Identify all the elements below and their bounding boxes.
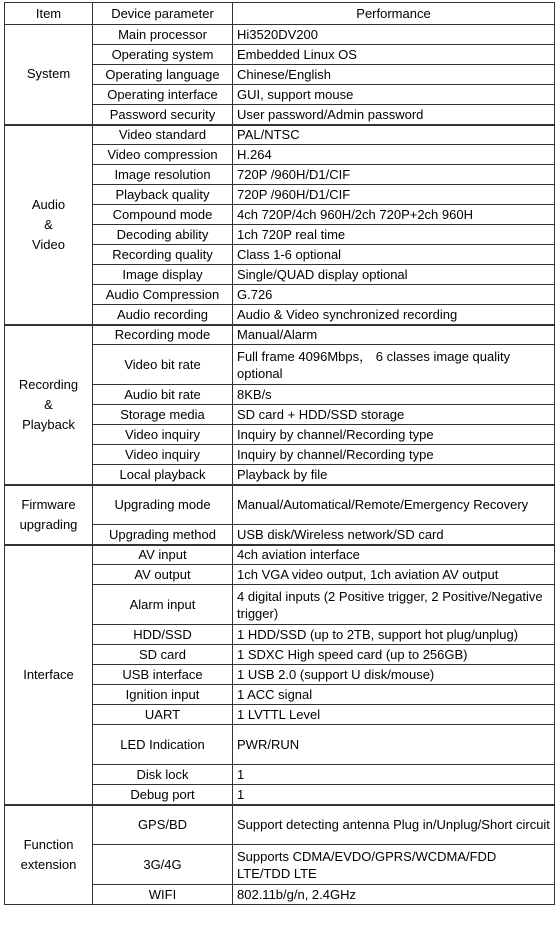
performance-cell: Playback by file — [233, 465, 555, 485]
performance-cell: Audio & Video synchronized recording — [233, 305, 555, 325]
performance-cell: Hi3520DV200 — [233, 25, 555, 45]
table-row — [5, 485, 555, 525]
device-parameter-cell: WIFI — [93, 885, 233, 905]
performance-cell: USB disk/Wireless network/SD card — [233, 525, 555, 545]
performance-cell: Class 1-6 optional — [233, 245, 555, 265]
device-parameter-cell: Ignition input — [93, 685, 233, 705]
device-parameter-cell: Disk lock — [93, 765, 233, 785]
device-parameter-cell: Operating language — [93, 65, 233, 85]
performance-cell: Single/QUAD display optional — [233, 265, 555, 285]
header-device-parameter: Device parameter — [93, 3, 233, 25]
device-parameter-cell: GPS/BD — [93, 805, 233, 845]
device-parameter-cell: AV output — [93, 565, 233, 585]
performance-cell: Inquiry by channel/Recording type — [233, 425, 555, 445]
device-parameter-cell: LED Indication — [93, 725, 233, 765]
performance-cell: 4ch 720P/4ch 960H/2ch 720P+2ch 960H — [233, 205, 555, 225]
device-parameter-cell: Video standard — [93, 125, 233, 145]
header-item: Item — [5, 3, 93, 25]
performance-cell: 8KB/s — [233, 385, 555, 405]
performance-cell: 4ch aviation interface — [233, 545, 555, 565]
device-parameter-cell: Operating system — [93, 45, 233, 65]
spec-table — [4, 2, 555, 905]
table-body — [5, 25, 555, 905]
performance-cell: Inquiry by channel/Recording type — [233, 445, 555, 465]
performance-cell: 802.11b/g/n, 2.4GHz — [233, 885, 555, 905]
device-parameter-cell: Playback quality — [93, 185, 233, 205]
performance-cell: Chinese/English — [233, 65, 555, 85]
performance-cell: 1ch 720P real time — [233, 225, 555, 245]
device-parameter-cell: Recording mode — [93, 325, 233, 345]
device-parameter-cell: Audio Compression — [93, 285, 233, 305]
performance-cell: 1 HDD/SSD (up to 2TB, support hot plug/unplug) — [233, 625, 555, 645]
table-row — [5, 25, 555, 45]
group-label: Audio & Video — [5, 125, 93, 325]
performance-cell: 720P /960H/D1/CIF — [233, 165, 555, 185]
performance-cell: GUI, support mouse — [233, 85, 555, 105]
device-parameter-cell: Audio recording — [93, 305, 233, 325]
device-parameter-cell: Compound mode — [93, 205, 233, 225]
performance-cell: Manual/Automatical/Remote/Emergency Recovery — [233, 485, 555, 525]
table-row — [5, 545, 555, 565]
device-parameter-cell: Operating interface — [93, 85, 233, 105]
table-header — [5, 3, 555, 25]
table-row — [5, 805, 555, 845]
table-row — [5, 325, 555, 345]
performance-cell: User password/Admin password — [233, 105, 555, 125]
device-parameter-cell: Video compression — [93, 145, 233, 165]
performance-cell: 1 ACC signal — [233, 685, 555, 705]
device-parameter-cell: Recording quality — [93, 245, 233, 265]
device-parameter-cell: Image resolution — [93, 165, 233, 185]
performance-cell: Manual/Alarm — [233, 325, 555, 345]
group-label: Interface — [5, 545, 93, 805]
performance-cell: 1 SDXC High speed card (up to 256GB) — [233, 645, 555, 665]
device-parameter-cell: Local playback — [93, 465, 233, 485]
device-parameter-cell: Debug port — [93, 785, 233, 805]
performance-cell: Support detecting antenna Plug in/Unplug/Short circuit — [233, 805, 555, 845]
performance-cell: 1 LVTTL Level — [233, 705, 555, 725]
performance-cell: 4 digital inputs (2 Positive trigger, 2 Positive/Negative trigger) — [233, 585, 555, 625]
performance-cell: Embedded Linux OS — [233, 45, 555, 65]
device-parameter-cell: Upgrading mode — [93, 485, 233, 525]
performance-cell: Full frame 4096Mbps， 6 classes image quality optional — [233, 345, 555, 385]
device-parameter-cell: Audio bit rate — [93, 385, 233, 405]
performance-cell: Supports CDMA/EVDO/GPRS/WCDMA/FDD LTE/TDD LTE — [233, 845, 555, 885]
device-parameter-cell: Video inquiry — [93, 445, 233, 465]
device-parameter-cell: Video inquiry — [93, 425, 233, 445]
device-parameter-cell: AV input — [93, 545, 233, 565]
table-row — [5, 125, 555, 145]
device-parameter-cell: HDD/SSD — [93, 625, 233, 645]
group-label: System — [5, 25, 93, 125]
performance-cell: H.264 — [233, 145, 555, 165]
performance-cell: PAL/NTSC — [233, 125, 555, 145]
group-label: Firmware upgrading — [5, 485, 93, 545]
device-parameter-cell: Upgrading method — [93, 525, 233, 545]
performance-cell: 1 USB 2.0 (support U disk/mouse) — [233, 665, 555, 685]
header-row — [5, 3, 555, 25]
device-parameter-cell: Image display — [93, 265, 233, 285]
performance-cell: 1 — [233, 785, 555, 805]
performance-cell: 1 — [233, 765, 555, 785]
device-parameter-cell: UART — [93, 705, 233, 725]
performance-cell: G.726 — [233, 285, 555, 305]
group-label: Function extension — [5, 805, 93, 905]
group-label: Recording & Playback — [5, 325, 93, 485]
device-parameter-cell: Decoding ability — [93, 225, 233, 245]
device-parameter-cell: Storage media — [93, 405, 233, 425]
device-parameter-cell: USB interface — [93, 665, 233, 685]
performance-cell: 1ch VGA video output, 1ch aviation AV output — [233, 565, 555, 585]
performance-cell: 720P /960H/D1/CIF — [233, 185, 555, 205]
device-parameter-cell: Password security — [93, 105, 233, 125]
device-parameter-cell: Main processor — [93, 25, 233, 45]
device-parameter-cell: 3G/4G — [93, 845, 233, 885]
device-parameter-cell: Alarm input — [93, 585, 233, 625]
performance-cell: SD card + HDD/SSD storage — [233, 405, 555, 425]
device-parameter-cell: Video bit rate — [93, 345, 233, 385]
performance-cell: PWR/RUN — [233, 725, 555, 765]
device-parameter-cell: SD card — [93, 645, 233, 665]
header-performance: Performance — [233, 3, 555, 25]
